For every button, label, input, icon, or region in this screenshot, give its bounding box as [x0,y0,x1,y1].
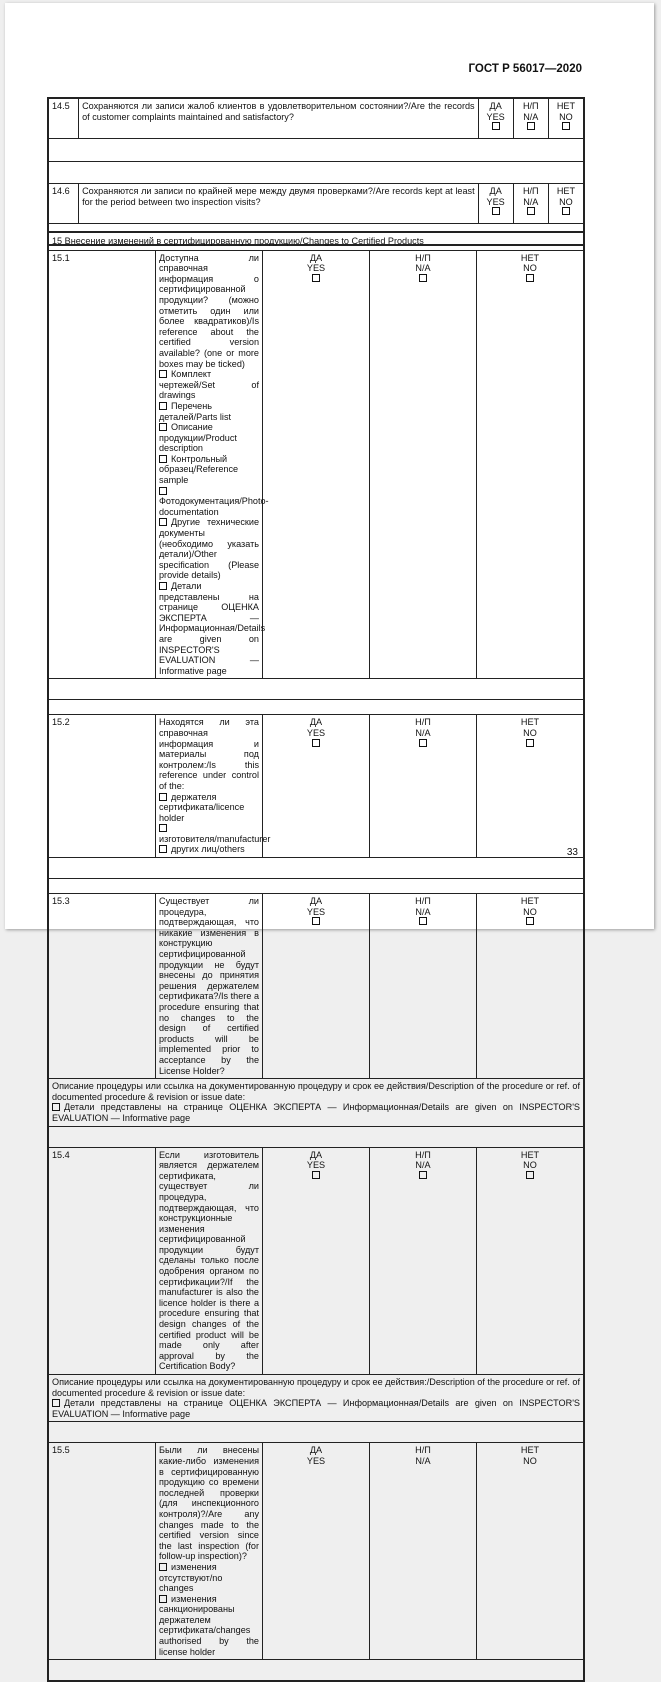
question-cell [156,250,269,679]
no-checkbox[interactable] [526,917,534,925]
option-item: Фотодокументация/Photo-documentation [159,486,259,518]
question-number: 14.6 [49,184,79,224]
details-item: Детали представлены на странице ОЦЕНКА ЭКСПЕРТА — Информационная/Details are given on INSPECTOR'S EVALUATION — Informative page [52,1398,580,1419]
answer-yes: ДА YES [478,99,513,139]
option-item: изменения отсутствуют/no changes [159,1561,223,1594]
option-checkbox[interactable] [159,1563,167,1571]
question-number: 15.1 [49,250,156,679]
procedure-note-cell [49,1079,584,1126]
question-text: Находятся ли эта справочная информация и материалы под контролем:/Is this reference under control of the: [159,717,259,791]
spacer-row [49,1126,584,1147]
yes-checkbox[interactable] [312,274,320,282]
question-row-15-4 [49,1147,584,1374]
question-row-14-6 [49,184,584,224]
no-checkbox[interactable] [526,1171,534,1179]
answer-na: Н/П N/A [513,184,548,224]
answer-no: НЕТ NO [477,1147,584,1374]
answer-yes: ДА YES [478,184,513,224]
document-page [5,3,654,1657]
question-text: Если изготовитель является держателем сертификата, существует ли процедура, подтверждающая, что конструкционные изменения сертифицированной продукции будут сделаны только после одобрения органом по сертификации?/If the manufacturer is also the licence holder is there a procedure ensuring that design changes of the certified product will be made only after approval by the Certification Body? [156,1147,263,1374]
section-title: 15 Внесение изменений в сертифицированную продукцию/Changes to Certified Products [49,233,584,251]
comment-row [49,679,584,700]
question-number: 14.5 [49,99,79,139]
answer-na: Н/П N/A [513,99,548,139]
table-section-14 [47,97,585,246]
section-title-row [49,233,584,251]
question-number: 15.5 [49,1443,156,1660]
yes-checkbox[interactable] [492,122,500,130]
yes-checkbox[interactable] [312,739,320,747]
answer-na: Н/П N/A [370,894,477,1079]
answer-na: Н/П N/A [370,1147,477,1374]
na-checkbox[interactable] [419,1171,427,1179]
no-checkbox[interactable] [526,739,534,747]
option-checkbox[interactable] [159,487,167,495]
answer-na: Н/П N/A [370,1443,477,1660]
document-header: ГОСТ Р 56017—2020 [468,63,582,75]
option-item: других лиц/others [159,844,259,855]
answer-no: НЕТ NO [477,1443,584,1660]
yes-checkbox[interactable] [312,1171,320,1179]
answer-yes: ДА YES [263,894,370,1079]
na-checkbox[interactable] [419,917,427,925]
question-cell [156,715,271,858]
question-text: Доступна ли справочная информация о сертифицированной продукции? (можно отметить один или более квадратиков)/Is reference about the certified version available? (one or more boxes may be ticked) [159,252,259,369]
option-checkbox[interactable] [159,518,167,526]
option-item: держателя сертификата/licence holder [159,791,245,823]
answer-no: НЕТ NO [477,715,584,858]
procedure-note-row [49,1375,584,1422]
option-checkbox[interactable] [159,793,167,801]
question-text: Были ли внесены какие-либо изменения в сертифицированную продукцию со времени последней проверки (для инспекционного контроля)?/Are any changes made to the certified version since the last inspection (for follow-up inspection)? [159,1445,259,1562]
option-item: Другие технические документы (необходимо указать детали)/Other specification (Please provide details) [159,517,259,581]
option-checkbox[interactable] [159,1595,167,1603]
option-item: изменения санкционированы держателем сертификата/changes authorised by the license holder [159,1593,259,1657]
option-item: Описание продукции/Product description [159,422,237,454]
question-text: Сохраняются ли записи по крайней мере между двумя проверками?/Are records kept at least for the period between two inspection visits? [79,184,478,224]
question-row-15-3 [49,894,584,1079]
option-checkbox[interactable] [159,824,167,832]
answer-yes: ДА YES [263,250,370,679]
option-checkbox[interactable] [159,845,167,853]
question-row-15-5 [49,1443,584,1660]
procedure-note: Описание процедуры или ссылка на документированную процедуру и срок ее действия/Description of the procedure or ref. of documented procedure & revision or issue date: [52,1081,580,1102]
na-checkbox[interactable] [527,207,535,215]
comment-row [49,858,584,879]
yes-checkbox[interactable] [312,917,320,925]
page-number: 33 [566,847,578,858]
option-item: Контрольный образец/Reference sample [159,453,239,486]
na-checkbox[interactable] [419,274,427,282]
question-row-14-5 [49,99,584,139]
answer-no: НЕТ NO [477,894,584,1079]
no-checkbox[interactable] [526,274,534,282]
option-checkbox[interactable] [159,370,167,378]
comment-row [49,1660,584,1681]
procedure-note-row [49,1079,584,1126]
question-number: 15.3 [49,894,156,1079]
details-checkbox[interactable] [52,1399,60,1407]
procedure-note: Описание процедуры или ссылка на документированную процедуру и срок ее действия:/Description of the procedure or ref. of documented procedure & revision or issue date: [52,1377,580,1398]
na-checkbox[interactable] [527,122,535,130]
question-row-15-1 [49,250,584,679]
spacer-row [49,162,584,184]
option-checkbox[interactable] [159,582,167,590]
spacer-row [49,1422,584,1443]
details-checkbox[interactable] [52,1103,60,1111]
no-checkbox[interactable] [562,207,570,215]
spacer-row [49,879,584,894]
option-checkbox[interactable] [159,423,167,431]
answer-yes: ДА YES [263,1147,370,1374]
answer-yes: ДА YES [263,1443,370,1660]
comment-row [49,139,584,162]
answer-no: НЕТ NO [477,250,584,679]
option-checkbox[interactable] [159,402,167,410]
yes-checkbox[interactable] [492,207,500,215]
spacer-row [49,700,584,715]
question-row-15-2 [49,715,584,858]
option-item: изготовителя/manufacturer [159,823,259,844]
answer-na: Н/П N/A [370,715,477,858]
na-checkbox[interactable] [419,739,427,747]
option-item: Перечень деталей/Parts list [159,400,232,422]
question-number: 15.4 [49,1147,156,1374]
answer-yes: ДА YES [263,715,370,858]
answer-na: Н/П N/A [370,250,477,679]
option-checkbox[interactable] [159,455,167,463]
no-checkbox[interactable] [562,122,570,130]
question-text: Существует ли процедура, подтверждающая, что никакие изменения в конструкцию сертифицированной продукции не будут внесены до принятия решения держателем сертификата?/Is there a procedure ensuring that no changes to the design of certified products will be implemented prior to acceptance by the License Holder? [156,894,263,1079]
answer-no: НЕТ NO [548,99,583,139]
option-item: Детали представлены на странице ОЦЕНКА ЭКСПЕРТА — Информационная/Details are given on INSPECTOR'S EVALUATION — Informative page [159,581,266,676]
option-item: Комплект чертежей/Set of drawings [159,369,259,401]
table-section-15 [47,231,585,1682]
question-number: 15.2 [49,715,156,858]
details-item: Детали представлены на странице ОЦЕНКА ЭКСПЕРТА — Информационная/Details are given on INSPECTOR'S EVALUATION — Informative page [52,1102,580,1123]
question-cell [156,1443,263,1660]
procedure-note-cell [49,1375,584,1422]
question-text: Сохраняются ли записи жалоб клиентов в удовлетворительном состоянии?/Are the records of customer complaints maintained and satisfactory? [79,99,478,139]
answer-no: НЕТ NO [548,184,583,224]
